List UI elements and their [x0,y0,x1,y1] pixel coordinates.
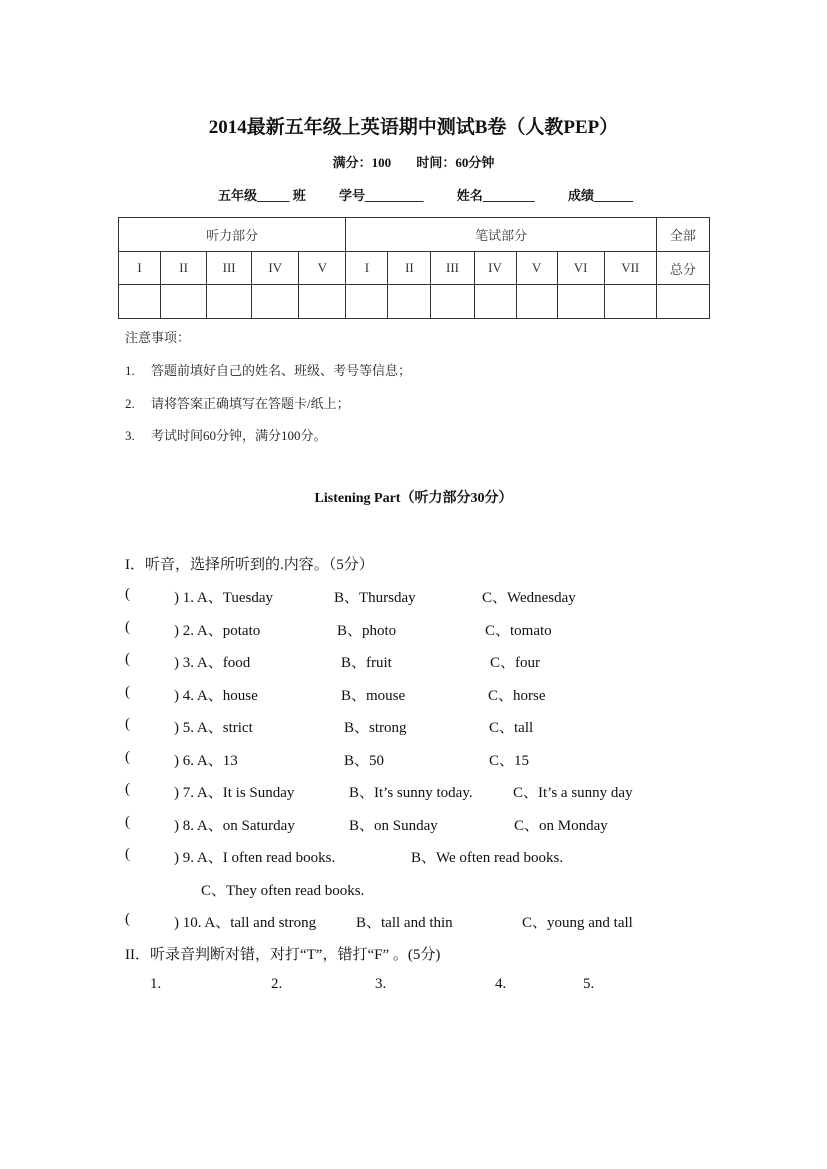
option-a: ) 3. A、food [174,655,251,671]
option-c: C、young and tall [522,915,633,931]
option-b: B、Thursday [334,590,416,606]
listening-col: III [207,252,252,285]
answer-paren[interactable]: ( [125,846,130,862]
notes-header: 注意事项： [125,330,191,345]
option-a: ) 5. A、strict [174,720,253,736]
writing-col: V [516,252,557,285]
option-b: B、tall and thin [356,915,453,931]
option-a: ) 6. A、13 [174,753,238,769]
score-cell[interactable] [299,285,346,319]
note-item [125,360,411,379]
score-cell[interactable] [557,285,604,319]
writing-col: II [388,252,431,285]
question [0,619,827,639]
question [0,814,827,834]
answer-paren[interactable]: ( [125,586,130,602]
score-cell[interactable] [474,285,516,319]
judgement-number: 1. [150,976,162,992]
answer-paren[interactable]: ( [125,651,130,667]
question [0,846,827,866]
note-number: 1. [125,363,135,378]
score-cell[interactable] [161,285,207,319]
question [0,651,827,671]
score-table [118,217,710,319]
score-cell[interactable] [119,285,161,319]
judgement-number: 3. [375,976,387,992]
option-b: B、on Sunday [349,818,438,834]
note-number: 3. [125,428,135,443]
writing-header: 笔试部分 [346,218,656,252]
score-cell[interactable] [388,285,431,319]
writing-col: VII [604,252,656,285]
question [0,586,827,606]
answer-paren[interactable]: ( [125,749,130,765]
answer-paren[interactable]: ( [125,619,130,635]
option-a: ) 1. A、Tuesday [174,590,274,606]
exam-meta [0,152,827,171]
listening-col: I [119,252,161,285]
option-b: B、photo [337,623,397,639]
writing-col: I [346,252,388,285]
option-a: ) 4. A、house [174,688,258,704]
note-text: 请将答案正确填写在答题卡/纸上； [151,396,350,411]
time-limit: 时间：60分钟 [416,155,495,170]
judgement-number: 4. [495,976,507,992]
score-cell[interactable] [516,285,557,319]
listening-col: II [161,252,207,285]
grade-class-field: 五年级_____ 班 [218,188,306,203]
option-c: C、It’s a sunny day [513,785,633,801]
score-cell[interactable] [252,285,299,319]
option-b: B、50 [344,753,385,769]
answer-paren[interactable]: ( [125,911,130,927]
score-cell[interactable] [656,285,709,319]
question [0,749,827,769]
option-b: B、It’s sunny today. [349,785,473,801]
note-text: 答题前填好自己的姓名、班级、考号等信息； [151,363,412,378]
option-c: C、horse [488,688,546,704]
total-col: 总分 [656,252,709,285]
option-a: ) 2. A、potato [174,623,261,639]
judgement-number: 5. [583,976,595,992]
part2-heading: II．听录音判断对错，对打“T”，错打“F” 。(5分) [125,947,441,963]
option-c: C、on Monday [514,818,608,834]
student-name-field: 姓名________ [456,188,535,203]
question [0,684,827,704]
question-continuation [0,879,827,899]
part1-heading: I．听音，选择所听到的.内容。（5分） [125,557,374,573]
listening-col: IV [252,252,299,285]
listening-header: 听力部分 [119,218,346,252]
option-c: C、15 [489,753,530,769]
option-c: C、tomato [485,623,552,639]
section-title: Listening Part（听力部分30分） [314,491,513,506]
option-c: C、tall [489,720,534,736]
writing-col: IV [474,252,516,285]
writing-col: III [431,252,474,285]
option-b: B、strong [344,720,407,736]
judgement-number: 2. [271,976,283,992]
student-info [218,185,663,204]
option-a: ) 8. A、on Saturday [174,818,295,834]
option-b: B、We often read books. [411,850,564,866]
page-title: 2014最新五年级上英语期中测试B卷（人教PEP） [208,117,619,138]
note-text: 考试时间60分钟，满分100分。 [151,428,327,443]
option-c: C、They often read books. [201,883,365,899]
score-cell[interactable] [604,285,656,319]
note-item [125,393,350,412]
option-b: B、mouse [341,688,406,704]
score-cell[interactable] [346,285,388,319]
result-field: 成绩______ [568,188,634,203]
option-a: ) 10. A、tall and strong [174,915,317,931]
note-number: 2. [125,396,135,411]
score-cell[interactable] [431,285,474,319]
listening-col: V [299,252,346,285]
all-header: 全部 [656,218,709,252]
answer-paren[interactable]: ( [125,814,130,830]
option-a: ) 7. A、It is Sunday [174,785,295,801]
question [0,911,827,931]
score-cell[interactable] [207,285,252,319]
full-score: 满分：100 [332,155,392,170]
option-b: B、fruit [341,655,392,671]
question [0,781,827,801]
option-c: C、Wednesday [482,590,576,606]
writing-col: VI [557,252,604,285]
option-c: C、four [490,655,540,671]
option-a: ) 9. A、I often read books. [174,850,336,866]
answer-paren[interactable]: ( [125,716,130,732]
answer-paren[interactable]: ( [125,781,130,797]
note-item [125,425,327,444]
question [0,716,827,736]
student-number-field: 学号_________ [339,188,424,203]
answer-paren[interactable]: ( [125,684,130,700]
